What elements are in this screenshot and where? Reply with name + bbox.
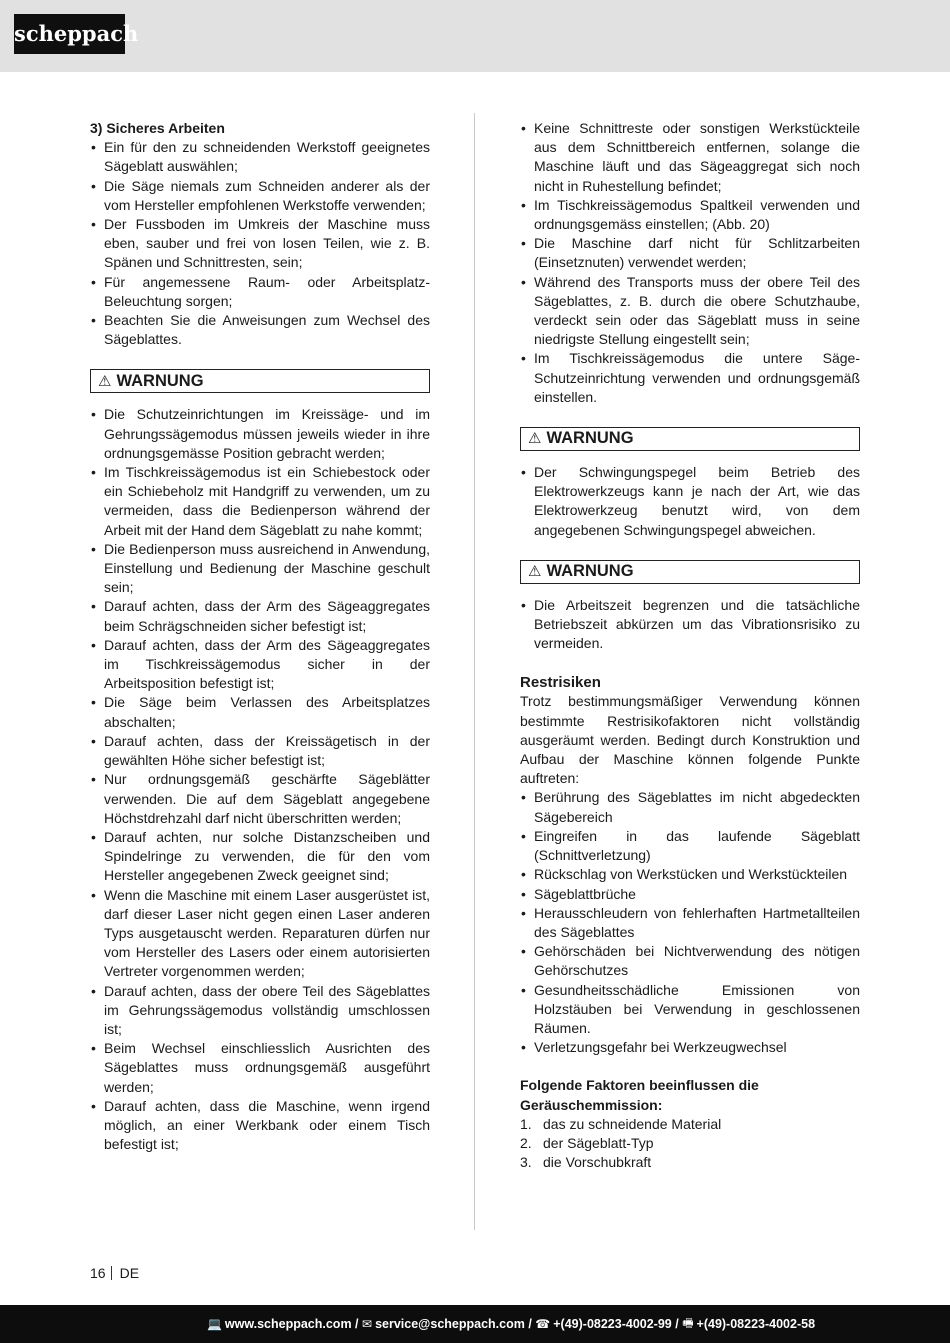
list-item: • Während des Transports muss der obere Teil des Sägeblattes, z. B. durch die obere Schutzhaube, verdeckt sein oder das Sägeblatt muss in seine niedrigste Stellung eingestellt sein; xyxy=(520,273,860,350)
phone-number: +(49)-08223-4002-99 xyxy=(553,1317,672,1331)
list-item: • Der Fussboden im Umkreis der Maschine muss eben, sauber und frei von losen Teilen, wie z. B. Spänen und Schnittresten, sein; xyxy=(90,215,430,273)
page-number: 16 xyxy=(90,1265,106,1281)
fax-number: +(49)-08223-4002-58 xyxy=(696,1317,816,1331)
list-item: • Darauf achten, dass die Maschine, wenn irgend möglich, an einer Werkbank oder einem Tisch befestigt ist; xyxy=(90,1097,430,1155)
warning-triangle-icon: ⚠ xyxy=(528,430,542,448)
noise-factors-list xyxy=(520,1115,860,1173)
list-item: • Darauf achten, dass der obere Teil des Sägeblattes im Gehrungssägemodus vollständig umschlossen ist; xyxy=(90,982,430,1040)
residual-risks-intro: Trotz bestimmungsmäßiger Verwendung können bestimmte Restrisikofaktoren nicht vollständig ausgeräumt werden. Bedingt durch Konstruktion und Aufbau der Maschine können folgende Punkte auftreten: xyxy=(520,693,860,787)
list-item: • Rückschlag von Werkstücken und Werkstückteilen xyxy=(520,865,860,884)
scheppach-logo: scheppach xyxy=(14,14,125,54)
contact-separator: / xyxy=(528,1317,532,1331)
list-item: • Gesundheitsschädliche Emissionen von Holzstäuben bei Verwendung in geschlossenen Räumen. xyxy=(520,981,860,1039)
list-item: • Die Maschine darf nicht für Schlitzarbeiten (Einsetznuten) verwendet werden; xyxy=(520,234,860,272)
website-link[interactable]: www.scheppach.com xyxy=(224,1317,352,1331)
list-item: • Die Säge niemals zum Schneiden anderer als der vom Hersteller empfohlenen Werkstoffe verwenden; xyxy=(90,177,430,215)
contact-separator: / xyxy=(675,1317,679,1331)
item-number: 1. xyxy=(520,1115,532,1132)
warning-box-worktime xyxy=(520,560,860,584)
warning-label: WARNUNG xyxy=(546,429,634,448)
warning-label: WARNUNG xyxy=(116,371,204,390)
list-item: • Im Tischkreissägemodus ist ein Schiebestock oder ein Schiebeholz mit Handgriff zu verwenden, um zu vermeiden, dass die Bedienperson während der Arbeit mit der Hand dem Sägeblatt zu nahe kommt; xyxy=(90,463,430,540)
list-item: • Berührung des Sägeblattes im nicht abgedeckten Sägebereich xyxy=(520,788,860,826)
item-text: der Sägeblatt-Typ xyxy=(543,1134,654,1151)
worktime-warning-list xyxy=(520,596,860,654)
right-column xyxy=(520,119,860,1172)
list-item: • Verletzungsgefahr bei Werkzeugwechsel xyxy=(520,1038,860,1057)
contact-bar xyxy=(0,1305,950,1343)
residual-risks-title: Restrisiken xyxy=(520,674,601,692)
list-item: • Ein für den zu schneidenden Werkstoff geeignetes Sägeblatt auswählen; xyxy=(90,138,430,176)
list-item: • Eingreifen in das laufende Sägeblatt (Schnittverletzung) xyxy=(520,827,860,865)
list-item: • Nur ordnungsgemäß geschärfte Sägeblätter verwenden. Die auf dem Sägeblatt angegebene Höchstdrehzahl darf nicht überschritten werden; xyxy=(90,770,430,828)
warning-list xyxy=(90,405,430,1154)
list-item: • Herausschleudern von fehlerhaften Hartmetallteilen des Sägeblattes xyxy=(520,904,860,942)
item-text: die Vorschubkraft xyxy=(543,1154,652,1171)
warning-triangle-icon: ⚠ xyxy=(528,563,542,581)
column-divider xyxy=(474,113,475,1230)
item-number: 2. xyxy=(520,1134,532,1151)
safe-work-list-continued xyxy=(520,119,860,407)
item-text: das zu schneidende Material xyxy=(543,1115,722,1132)
vibration-warning-list xyxy=(520,463,860,540)
header-bar xyxy=(0,0,950,72)
list-item: • Sägeblattbrüche xyxy=(520,885,860,904)
contact-separator: / xyxy=(355,1317,359,1331)
list-item: • Darauf achten, dass der Arm des Sägeaggregates beim Schrägschneiden sicher befestigt ist; xyxy=(90,597,430,635)
numbered-item xyxy=(520,1115,860,1134)
warning-label: WARNUNG xyxy=(546,562,634,581)
warning-box-vibration xyxy=(520,427,860,451)
computer-icon: 💻 xyxy=(206,1317,222,1331)
footer-separator xyxy=(111,1266,112,1280)
list-item: • Die Säge beim Verlassen des Arbeitsplatzes abschalten; xyxy=(90,693,430,731)
noise-factors-heading: Folgende Faktoren beeinflussen die Geräuschemmission: xyxy=(520,1077,759,1113)
section-heading: 3) Sicheres Arbeiten xyxy=(90,120,225,136)
left-column xyxy=(90,119,430,1154)
warning-triangle-icon: ⚠ xyxy=(98,372,112,390)
list-item: • Wenn die Maschine mit einem Laser ausgerüstet ist, darf dieser Laser nicht gegen einen Laser anderen Typs ausgetauscht werden. Reparaturen dürfen nur vom Hersteller des Lasers oder einem autorisierten Vertreter vorgenommen werden; xyxy=(90,886,430,982)
list-item: • Die Bedienperson muss ausreichend in Anwendung, Einstellung und Bedienung der Maschine geschult sein; xyxy=(90,540,430,598)
phone-icon: ☎ xyxy=(535,1317,551,1331)
list-item: • Im Tischkreissägemodus Spaltkeil verwenden und ordnungsgemäss einstellen; (Abb. 20) xyxy=(520,196,860,234)
list-item: • Darauf achten, dass der Arm des Sägeaggregates im Tischkreissägemodus sicher in der Arbeitsposition befestigt ist; xyxy=(90,636,430,694)
residual-risks-list xyxy=(520,788,860,1057)
list-item: • Darauf achten, nur solche Distanzscheiben und Spindelringe zu verwenden, die für den vom Hersteller angegebenen Zweck geeignet sind; xyxy=(90,828,430,886)
email-icon: ✉ xyxy=(362,1317,373,1331)
email-link[interactable]: service@scheppach.com xyxy=(375,1317,525,1331)
list-item: • Im Tischkreissägemodus die untere Säge-Schutzeinrichtung verwenden und ordnungsgemäß einstellen. xyxy=(520,349,860,407)
fax-icon: 🖷 xyxy=(682,1315,694,1330)
list-item: • Darauf achten, dass der Kreissägetisch in der gewählten Höhe sicher befestigt ist; xyxy=(90,732,430,770)
list-item: • Die Arbeitszeit begrenzen und die tatsächliche Betriebszeit abkürzen um das Vibrationsrisiko zu vermeiden. xyxy=(520,596,860,654)
list-item: • Keine Schnittreste oder sonstigen Werkstückteile aus dem Schnittbereich entfernen, solange die Maschine läuft und das Sägeaggregat sich noch nicht in Ruhestellung befindet; xyxy=(520,119,860,196)
page-footer xyxy=(90,1265,139,1282)
numbered-item xyxy=(520,1153,860,1172)
list-item: • Die Schutzeinrichtungen im Kreissäge- und im Gehrungssägemodus müssen jeweils wieder in ihre ordnungsgemässe Position gebracht werden; xyxy=(90,405,430,463)
numbered-item xyxy=(520,1134,860,1153)
list-item: • Der Schwingungspegel beim Betrieb des Elektrowerkzeugs kann je nach der Art, wie das Elektrowerkzeug benutzt wird, von dem angegebenen Schwingungspegel abweichen. xyxy=(520,463,860,540)
list-item: • Gehörschäden bei Nichtverwendung des nötigen Gehörschutzes xyxy=(520,942,860,980)
warning-box xyxy=(90,369,430,393)
language-code: DE xyxy=(119,1265,140,1281)
list-item: • Für angemessene Raum- oder Arbeitsplatz-Beleuchtung sorgen; xyxy=(90,273,430,311)
list-item: • Beachten Sie die Anweisungen zum Wechsel des Sägeblattes. xyxy=(90,311,430,349)
safe-work-list xyxy=(90,138,430,349)
item-number: 3. xyxy=(520,1154,532,1171)
list-item: • Beim Wechsel einschliesslich Ausrichten des Sägeblattes muss ordnungsgemäß ausgeführt werden; xyxy=(90,1039,430,1097)
